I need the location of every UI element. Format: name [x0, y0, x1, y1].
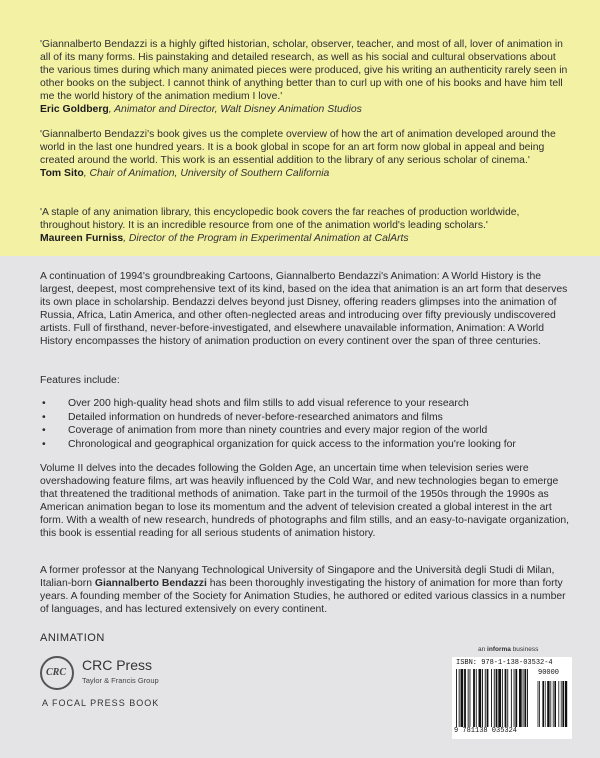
- barcode-bar: [545, 681, 546, 727]
- intro-text: A continuation of 1994's groundbreaking Cartoons, Giannalberto Bendazzi's Animation: A World History is the largest, deepest, most comprehensive text of its kind, based on the idea that animation is an art form that deserves its own place in scholarship. Bendazzi delves beyond just Disney, offering readers glimpses into the animation of Russia, Africa, Latin America, and other often-neglected areas and introducing over fifty previously undiscovered artists. Full of firsthand, never-before-investigated, and elsewhere unavailable information, Animation: A World History encompasses the history of animation production on every continent over the span of three centuries.: [40, 271, 568, 347]
- barcode-bar: [565, 681, 567, 727]
- quote-attribution: [40, 167, 570, 180]
- isbn-barcode: [452, 657, 572, 739]
- quote-sito: [40, 128, 570, 180]
- barcode-bar: [470, 669, 471, 727]
- barcode-bar: [550, 681, 551, 727]
- barcode-bar: [511, 669, 512, 727]
- intro-paragraph: [40, 270, 570, 348]
- barcode-bar: [487, 669, 489, 727]
- list-item: • Chronological and geographical organization for quick access to the information you're looking for: [40, 438, 570, 452]
- publisher-name: CRC Press: [82, 657, 153, 673]
- informa-brand: informa: [487, 646, 511, 653]
- barcode-bars: [456, 669, 568, 727]
- isbn-number: ISBN: 978-1-138-03532-4: [456, 659, 553, 667]
- bio-paragraph: [40, 564, 570, 616]
- informa-prefix: an: [478, 646, 488, 653]
- features-list: [40, 397, 570, 451]
- informa-suffix: business: [510, 646, 539, 653]
- volume-text: Volume II delves into the decades following the Golden Age, an uncertain time when television series were overshadowing feature films, art was heavily influenced by the Cold War, and new technologies began to emerge that threatened the traditional methods of animation. Take part in the turmoil of the 1950s through the 1990s as American animation began to lose its momentum and the advent of television created a global interest in the art form. With a wealth of new research, hundreds of photographs and film stills, and an easy-to-navigate organization, this book is essential reading for all serious students of animation history.: [40, 463, 570, 539]
- barcode-bar: [479, 669, 482, 727]
- quote-text: 'Giannalberto Bendazzi's book gives us the complete overview of how the art of animation developed around the world in the last one hundred years. It is a book global in scope for an art form now global in appeal and being created around the world. This work is an essential addition to the library of any serious scholar of cinema.': [40, 129, 556, 166]
- quote-author: Eric Goldberg: [40, 104, 109, 115]
- barcode-bar: [496, 669, 498, 727]
- barcode-bar: [539, 681, 540, 727]
- crc-logo-icon: [40, 656, 74, 690]
- quote-goldberg: [40, 38, 570, 116]
- quote-text: 'Giannalberto Bendazzi is a highly gifted historian, scholar, observer, teacher, and most of all, lover of animation in all of its many forms. His painstaking and detailed research, as well as his social and cultural observations about the various times during which many animated pieces were produced, give his writing an authenticity rarely seen in other books on the subject. I cannot think of anything better than to curl up with one of his books and have him tell me the world history of the animation medium I love.': [40, 39, 568, 102]
- barcode-bar: [523, 669, 524, 727]
- category-label: ANIMATION: [40, 632, 105, 644]
- barcode-bar: [485, 669, 486, 727]
- barcode-bar: [491, 669, 492, 727]
- barcode-bar: [461, 669, 464, 727]
- barcode-bar: [507, 669, 508, 727]
- list-item: • Over 200 high-quality head shots and film stills to add visual reference to your research: [40, 397, 570, 411]
- barcode-bar: [554, 681, 556, 727]
- barcode-bar: [519, 669, 522, 727]
- barcode-bar: [459, 669, 460, 727]
- publisher-group: Taylor & Francis Group: [82, 676, 159, 685]
- barcode-bar: [553, 681, 554, 727]
- list-item: • Coverage of animation from more than ninety countries and every major region of the world: [40, 424, 570, 438]
- volume-paragraph: [40, 462, 570, 540]
- bio-suffix: has been thoroughly investigating the history of animation for more than forty years. A founding member of the Society for Animation Studies, he authored or edited various classics in a number of languages, and has lectured extensively on every continent.: [40, 578, 566, 615]
- barcode-bar: [542, 681, 544, 727]
- barcode-digits: 9 781138 035324: [454, 727, 518, 735]
- barcode-bar: [468, 669, 469, 727]
- barcode-bar: [547, 681, 549, 727]
- quote-attribution: [40, 103, 570, 116]
- list-item: • Detailed information on hundreds of never-before-researched animators and films: [40, 411, 570, 425]
- publisher-imprint: A FOCAL PRESS BOOK: [42, 698, 160, 708]
- barcode-bar: [524, 669, 526, 727]
- bio-text: [40, 564, 570, 616]
- barcode-bar: [505, 669, 507, 727]
- barcode-bar: [498, 669, 501, 727]
- quote-author-title: , Chair of Animation, University of Southern California: [83, 168, 330, 179]
- features-heading-text: Features include:: [40, 375, 120, 386]
- crc-logo-text: CRC: [46, 667, 67, 678]
- features-heading: [40, 374, 570, 387]
- barcode-bar: [558, 681, 559, 727]
- quote-author: Maureen Furniss: [40, 233, 124, 244]
- price-code: 90000: [538, 669, 560, 677]
- quote-author-title: , Animator and Director, Walt Disney Animation Studios: [108, 104, 362, 115]
- barcode-bar: [476, 669, 477, 727]
- quote-author-title: , Director of the Program in Experimental Animation at CalArts: [123, 233, 409, 244]
- barcode-bar: [482, 669, 483, 727]
- barcode-bar: [515, 669, 517, 727]
- quote-author: Tom Sito: [40, 168, 84, 179]
- quote-attribution: [40, 232, 570, 245]
- barcode-bar: [456, 669, 457, 727]
- barcode-bar: [502, 669, 503, 727]
- barcode-bar: [473, 669, 475, 727]
- barcode-bar: [562, 681, 564, 727]
- barcode-bar: [561, 681, 562, 727]
- barcode-bar: [527, 669, 528, 727]
- bio-prefix: A former professor at the Nanyang Technological University of Singapore and the Università degli Studi di Milan, Italian-born: [40, 565, 555, 589]
- informa-tagline: [478, 646, 538, 653]
- quote-furniss: [40, 206, 570, 245]
- barcode-bar: [464, 669, 466, 727]
- barcode-bar: [538, 681, 539, 727]
- bio-name: Giannalberto Bendazzi: [94, 578, 207, 589]
- barcode-bar: [494, 669, 495, 727]
- publisher-logo: [40, 654, 200, 714]
- quote-text: 'A staple of any animation library, this encyclopedic book covers the far reaches of production worldwide, throughout history. It is an incredible resource from one of the animation world's leading scholars.': [40, 207, 520, 231]
- barcode-bar: [514, 669, 515, 727]
